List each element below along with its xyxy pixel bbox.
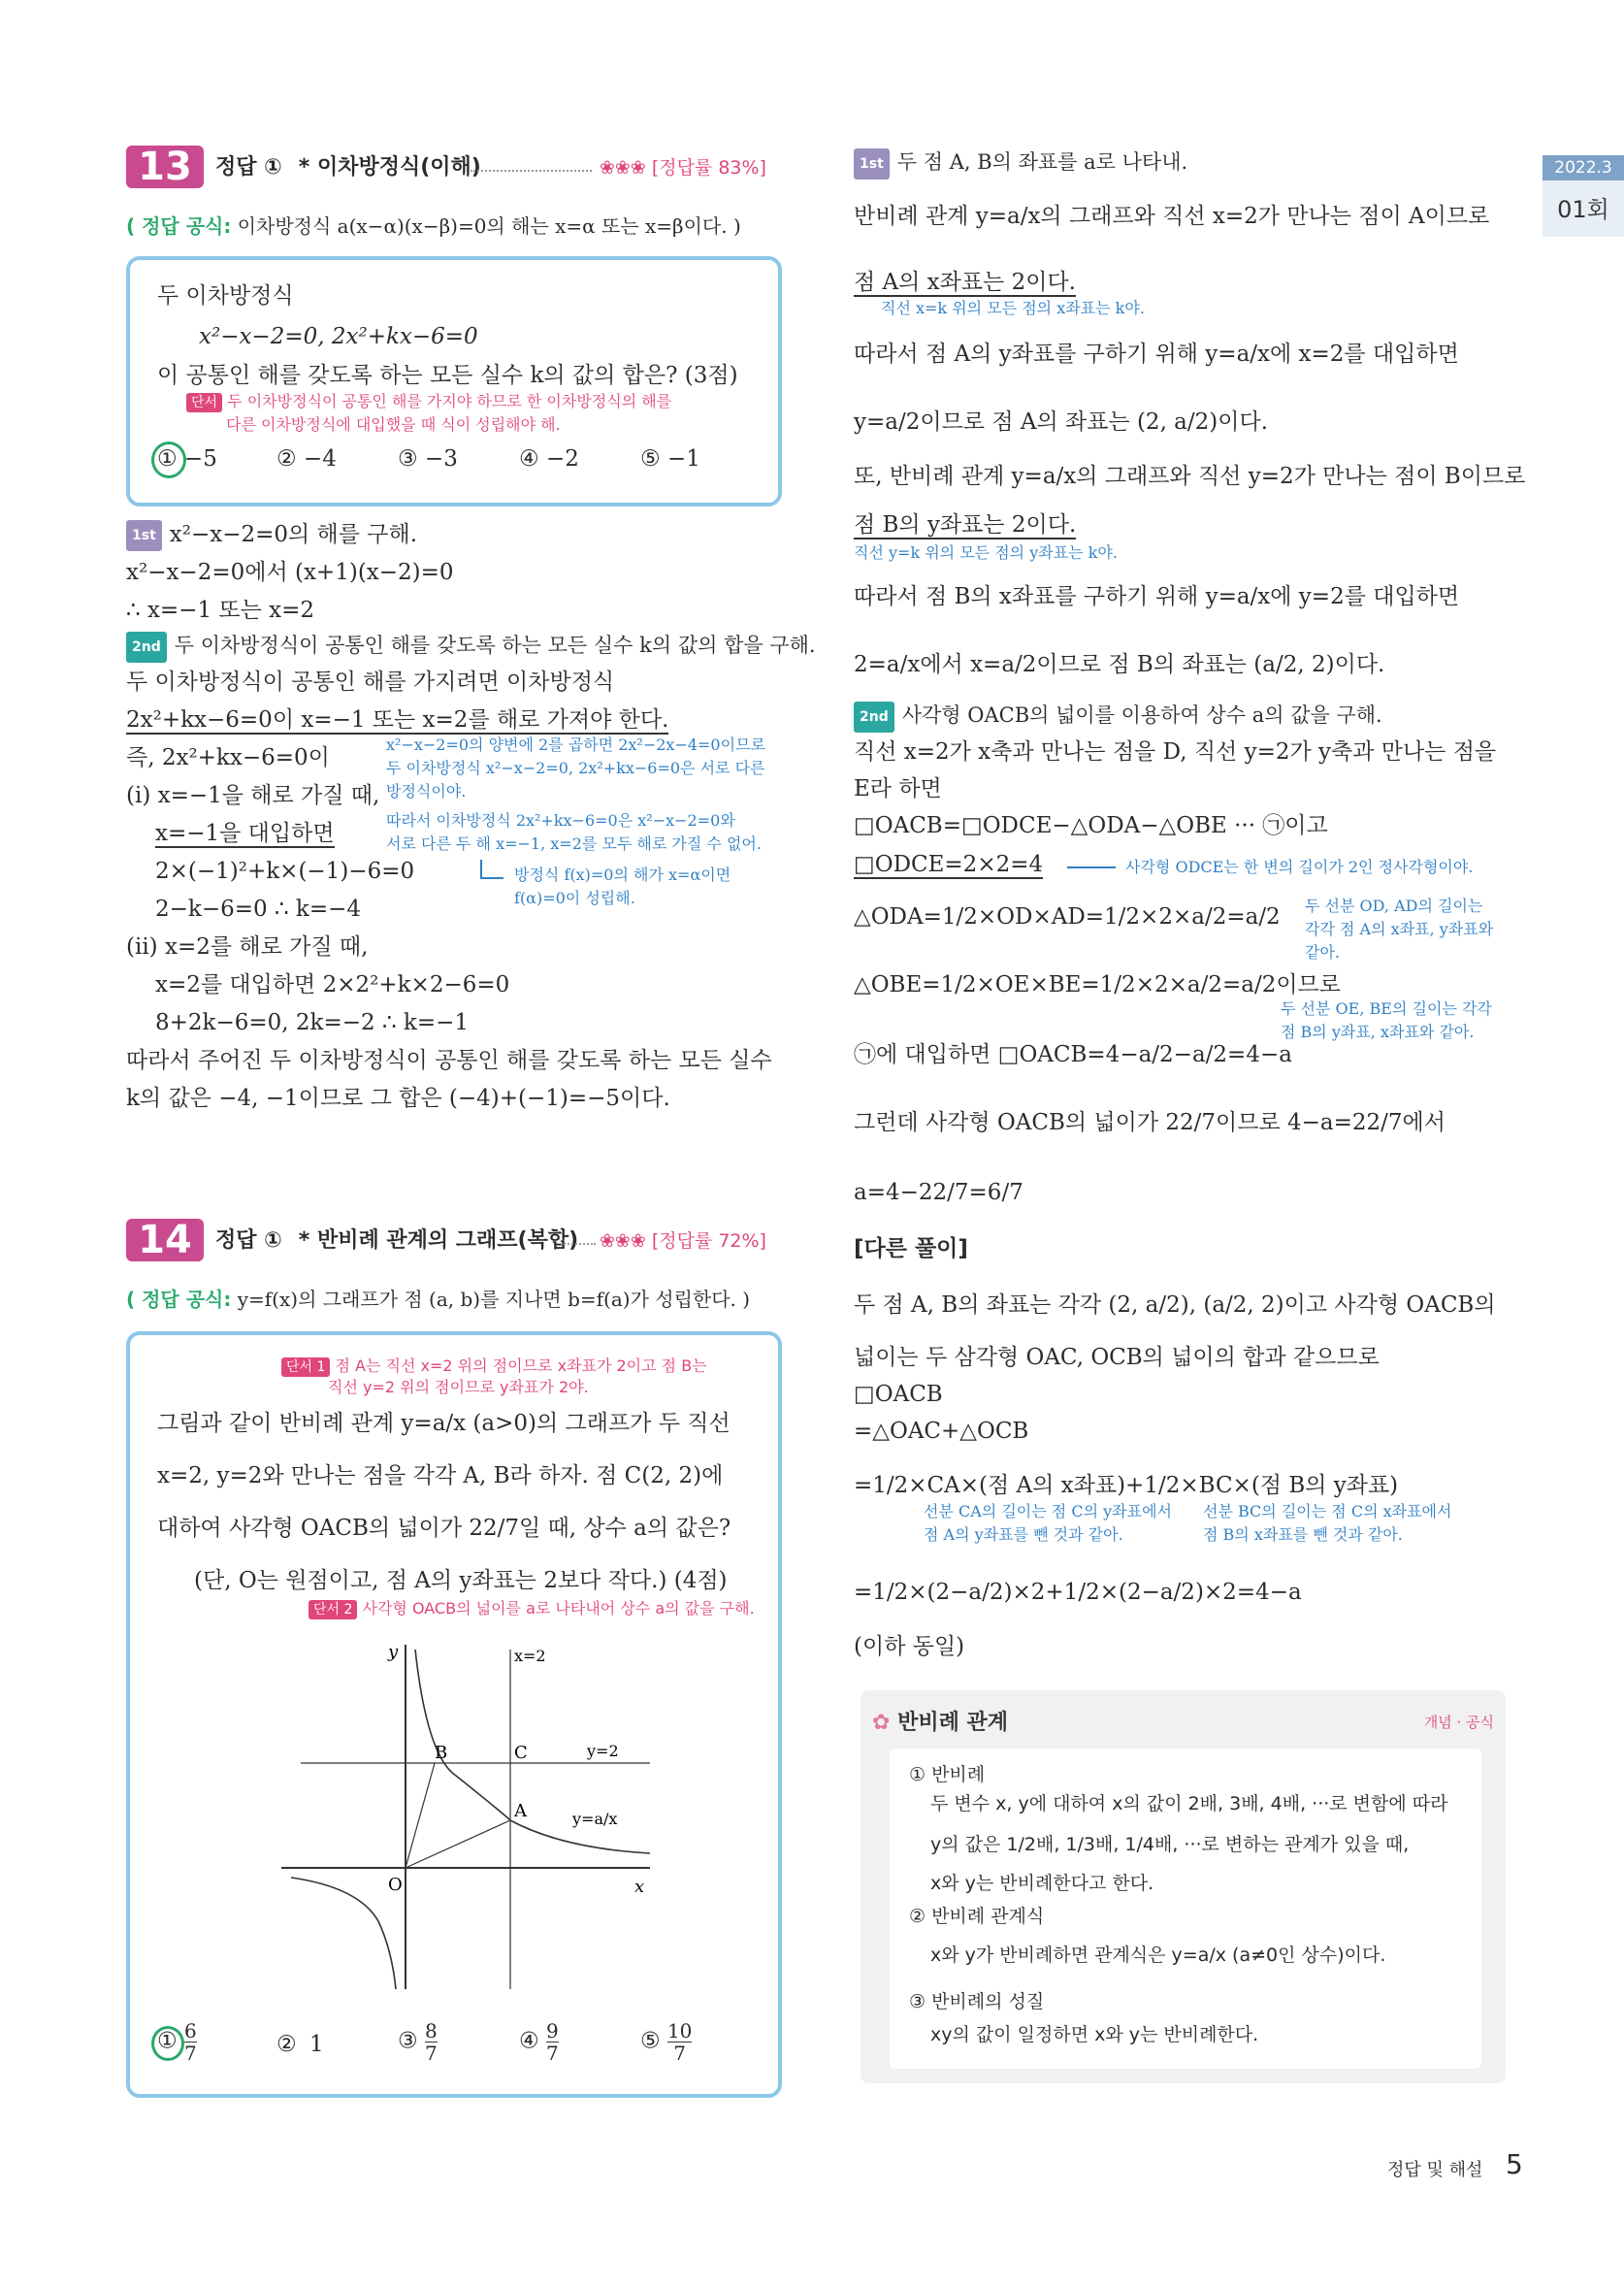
side-tab-round: 01회 bbox=[1557, 196, 1609, 223]
q13-sol-l10: (ii) x=2를 해로 가질 때, bbox=[126, 934, 369, 960]
r-line12 bbox=[854, 850, 1043, 879]
q13-note1b: 두 이차방정식 x²−x−2=0, 2x²+kx−6=0은 서로 다른 bbox=[386, 759, 765, 777]
q13-hint1: 두 이차방정식이 공통인 해를 가지야 하므로 한 이차방정식의 해를 bbox=[227, 392, 672, 410]
r-step2-tag: 2nd bbox=[854, 702, 894, 733]
q14-choice-1 bbox=[157, 2020, 197, 2064]
q13-sol-l13: 따라서 주어진 두 이차방정식이 공통인 해를 갖도록 하는 모든 실수 bbox=[126, 1048, 772, 1073]
q13-note1c: 방정식이야. bbox=[386, 782, 467, 801]
q13-step2-tag: 2nd bbox=[126, 632, 167, 663]
r-line1: 반비례 관계 y=a/x의 그래프와 직선 x=2가 만나는 점이 A이므로 bbox=[854, 204, 1490, 229]
q14-choice-2-num: 1 bbox=[309, 2032, 324, 2057]
q13-sol-l12: 8+2k−6=0, 2k=−2 ∴ k=−1 bbox=[155, 1010, 470, 1035]
r-line2-note: 직선 x=k 위의 모든 점의 x좌표는 k야. bbox=[881, 299, 1145, 317]
r-line21: =△OAC+△OCB bbox=[854, 1419, 1029, 1444]
concept-c3: y의 값은 1/2배, 1/3배, 1/4배, ···로 변하는 관계가 있을 때, bbox=[930, 1834, 1410, 1855]
r-line20: □OACB bbox=[854, 1382, 943, 1407]
r-alt-title: [다른 풀이] bbox=[854, 1236, 968, 1261]
q13-number: 13 bbox=[126, 146, 204, 188]
q13-step1 bbox=[126, 520, 417, 551]
q13-rate-text: [정답률 83%] bbox=[651, 157, 766, 179]
q13-sol-l11: x=2를 대입하면 2×2²+k×2−6=0 bbox=[155, 972, 510, 997]
concept-header bbox=[872, 1706, 1008, 1736]
r-line22-note2: 점 A의 y좌표를 뺀 것과 같아. bbox=[924, 1525, 1123, 1544]
q14-choice-4-mark: ④ bbox=[519, 2028, 539, 2054]
q14-hint1-tag: 단서 1 bbox=[281, 1357, 330, 1377]
q13-step2 bbox=[126, 631, 816, 663]
q13-problem-line3: 이 공통인 해를 갖도록 하는 모든 실수 k의 값의 합은? (3점) bbox=[157, 363, 738, 388]
q14-rate-text: [정답률 72%] bbox=[651, 1230, 766, 1252]
r-line9: 직선 x=2가 x축과 만나는 점을 D, 직선 y=2가 y축과 만나는 점을 bbox=[854, 739, 1497, 765]
concept-c7: ③ 반비례의 성질 bbox=[909, 1991, 1045, 2012]
graph-b-label: B bbox=[435, 1743, 448, 1763]
q13-hint-tag: 단서 bbox=[186, 393, 222, 412]
r-step2 bbox=[854, 701, 1382, 733]
r-line10: E라 하면 bbox=[854, 776, 942, 801]
q14-choice-2-mark: ② bbox=[276, 2032, 297, 2057]
q13-rate: ❀❀❀ [정답률 83%] bbox=[600, 157, 766, 179]
q14-line2: x=2, y=2와 만나는 점을 각각 A, B라 하자. 점 C(2, 2)에 bbox=[157, 1463, 724, 1488]
q14-line1: 그림과 같이 반비례 관계 y=a/x (a>0)의 그래프가 두 직선 bbox=[157, 1411, 731, 1436]
r-step1 bbox=[854, 147, 1187, 180]
graph-c-label: C bbox=[514, 1743, 528, 1763]
q13-choice-2: ② −4 bbox=[276, 446, 337, 472]
graph-curve-label: y=a/x bbox=[572, 1810, 618, 1828]
q13-header bbox=[215, 153, 481, 182]
r-line23: =1/2×(2−a/2)×2+1/2×(2−a/2)×2=4−a bbox=[854, 1580, 1302, 1605]
r-line12-note: 사각형 ODCE는 한 변의 길이가 2인 정사각형이야. bbox=[1125, 858, 1474, 876]
r-line13-note3: 같아. bbox=[1305, 943, 1340, 962]
q13-problem-line1: 두 이차방정식 bbox=[157, 283, 294, 309]
q14-header bbox=[215, 1226, 578, 1256]
concept-title: 반비례 관계 bbox=[897, 1711, 1009, 1735]
graph-a-label: A bbox=[514, 1801, 527, 1821]
r-line24: (이하 동일) bbox=[854, 1634, 965, 1659]
graph-y-label: y bbox=[388, 1642, 399, 1662]
q13-sol-l1: x²−x−2=0에서 (x+1)(x−2)=0 bbox=[126, 560, 454, 585]
q14-choice-3-mark: ③ bbox=[398, 2028, 418, 2054]
r-line17: a=4−22/7=6/7 bbox=[854, 1180, 1023, 1205]
r-line4: y=a/2이므로 점 A의 좌표는 (2, a/2)이다. bbox=[854, 409, 1269, 435]
q13-sol-l7 bbox=[155, 819, 335, 848]
q14-hint1a: 점 A는 직선 x=2 위의 점이므로 x좌표가 2이고 점 B는 bbox=[335, 1356, 707, 1375]
q14-choice-5-mark: ⑤ bbox=[640, 2028, 661, 2054]
concept-box bbox=[861, 1690, 1506, 2083]
q14-topic: * 반비례 관계의 그래프(복합) bbox=[298, 1228, 579, 1253]
side-tab bbox=[1543, 155, 1624, 237]
r-line2-text: 점 A의 x좌표는 2이다. bbox=[854, 270, 1076, 295]
q14-hint2 bbox=[309, 1599, 755, 1619]
q13-note3-arrow bbox=[480, 860, 503, 879]
concept-c2: 두 변수 x, y에 대하여 x의 값이 2배, 3배, 4배, ···로 변함에 따라 bbox=[930, 1793, 1448, 1814]
r-line22: =1/2×CA×(점 A의 x좌표)+1/2×BC×(점 B의 y좌표) bbox=[854, 1473, 1399, 1498]
graph-seg-oa bbox=[406, 1820, 510, 1868]
q13-sol-l5: 즉, 2x²+kx−6=0이 bbox=[126, 745, 330, 770]
q13-hint bbox=[186, 392, 671, 412]
q13-leader bbox=[471, 170, 592, 172]
r-step1-text: 두 점 A, B의 좌표를 a로 나타내. bbox=[896, 150, 1188, 174]
q14-rate: ❀❀❀ [정답률 72%] bbox=[600, 1230, 766, 1252]
q13-sol-l9: 2−k−6=0 ∴ k=−4 bbox=[155, 897, 362, 922]
r-line13-note1: 두 선분 OD, AD의 길이는 bbox=[1305, 897, 1483, 915]
side-tab-year: 2022.3 bbox=[1543, 155, 1624, 180]
concept-flower-icon: ✿ bbox=[872, 1711, 891, 1735]
r-line12-arrow bbox=[1067, 866, 1116, 868]
footer-page: 5 bbox=[1506, 2148, 1523, 2180]
q14-hint1b: 직선 y=2 위의 점이므로 y좌표가 2야. bbox=[328, 1378, 589, 1396]
q13-hint2: 다른 이차방정식에 대입했을 때 식이 성립해야 해. bbox=[226, 415, 561, 434]
r-step1-tag: 1st bbox=[854, 148, 890, 180]
q14-choice-1-den: 7 bbox=[183, 2042, 197, 2065]
q13-choice-4: ④ −2 bbox=[519, 446, 579, 472]
q13-answer: 정답 ① bbox=[215, 155, 282, 180]
r-line18: 두 점 A, B의 좌표는 각각 (2, a/2), (a/2, 2)이고 사각형 OACB의 bbox=[854, 1292, 1496, 1318]
q14-line4: (단, O는 원점이고, 점 A의 y좌표는 2보다 작다.) (4점) bbox=[194, 1568, 728, 1593]
concept-c8: xy의 값이 일정하면 x와 y는 반비례한다. bbox=[930, 2024, 1259, 2045]
q13-formula-text: 이차방정식 a(x−α)(x−β)=0의 해는 x=α 또는 x=β이다. ) bbox=[237, 214, 741, 238]
q13-sol-l14: k의 값은 −4, −1이므로 그 합은 (−4)+(−1)=−5이다. bbox=[126, 1086, 670, 1111]
q14-choice-5-den: 7 bbox=[673, 2042, 687, 2065]
concept-c6: x와 y가 반비례하면 관계식은 y=a/x (a≠0인 상수)이다. bbox=[930, 1945, 1386, 1966]
q14-choice-1-mark: ① bbox=[157, 2028, 178, 2054]
q13-problem-line2: x²−x−2=0, 2x²+kx−6=0 bbox=[199, 324, 478, 349]
r-line13-note2: 각각 점 A의 x좌표, y좌표와 bbox=[1305, 920, 1494, 938]
footer-label: 정답 및 해설 bbox=[1387, 2160, 1483, 2180]
q13-formula-prefix: ( 정답 공식: bbox=[126, 214, 232, 238]
q14-number: 14 bbox=[126, 1219, 204, 1261]
q14-formula bbox=[126, 1285, 750, 1314]
r-line14-note2: 점 B의 y좌표, x좌표와 같아. bbox=[1281, 1023, 1475, 1041]
q13-choice-5: ⑤ −1 bbox=[640, 446, 700, 472]
q13-sol-l6: (i) x=−1을 해로 가질 때, bbox=[126, 783, 380, 808]
q14-leader bbox=[561, 1243, 596, 1245]
concept-c1: ① 반비례 bbox=[909, 1764, 986, 1785]
q14-choice-2 bbox=[276, 2032, 324, 2057]
q13-topic: * 이차방정식(이해) bbox=[298, 155, 481, 180]
r-line19: 넓이는 두 삼각형 OAC, OCB의 넓이의 합과 같으므로 bbox=[854, 1345, 1380, 1370]
q13-step2-text: 두 이차방정식이 공통인 해를 갖도록 하는 모든 실수 k의 값의 합을 구해. bbox=[174, 634, 816, 657]
r-line6-note: 직선 y=k 위의 모든 점의 y좌표는 k야. bbox=[854, 543, 1118, 562]
q13-step1-text: x²−x−2=0의 해를 구해. bbox=[169, 522, 418, 547]
q13-note3b: f(α)=0이 성립해. bbox=[514, 889, 635, 907]
q14-hint1 bbox=[281, 1356, 707, 1377]
r-line2 bbox=[854, 268, 1076, 297]
concept-c4: x와 y는 반비례한다고 한다. bbox=[930, 1873, 1154, 1894]
r-line6 bbox=[854, 510, 1076, 539]
q13-choice-3: ③ −3 bbox=[398, 446, 458, 472]
r-line22-note1: 선분 CA의 길이는 점 C의 y좌표에서 bbox=[924, 1502, 1172, 1520]
r-line3: 따라서 점 A의 y좌표를 구하기 위해 y=a/x에 x=2를 대입하면 bbox=[854, 342, 1459, 367]
q14-choice-3-den: 7 bbox=[424, 2042, 438, 2065]
r-line14-note1: 두 선분 OE, BE의 길이는 각각 bbox=[1281, 999, 1492, 1018]
r-line6-text: 점 B의 y좌표는 2이다. bbox=[854, 512, 1077, 538]
q13-note1a: x²−x−2=0의 양변에 2를 곱하면 2x²−2x−4=0이므로 bbox=[386, 735, 765, 754]
r-line5: 또, 반비례 관계 y=a/x의 그래프와 직선 y=2가 만나는 점이 B이므로 bbox=[854, 464, 1526, 489]
q14-choice-5 bbox=[640, 2020, 692, 2064]
r-step2-text: 사각형 OACB의 넓이를 이용하여 상수 a의 값을 구해. bbox=[901, 703, 1382, 727]
q14-choice-3-num: 8 bbox=[424, 2019, 438, 2043]
q14-formula-prefix: ( 정답 공식: bbox=[126, 1288, 232, 1311]
q13-note2b: 서로 다른 두 해 x=−1, x=2를 모두 해로 가질 수 없어. bbox=[386, 834, 762, 853]
q13-sol-l2: ∴ x=−1 또는 x=2 bbox=[126, 598, 315, 623]
r-line11: □OACB=□ODCE−△ODA−△OBE ··· ㉠이고 bbox=[854, 813, 1328, 838]
r-line12-text: □ODCE=2×2=4 bbox=[854, 852, 1044, 877]
r-line16: 그런데 사각형 OACB의 넓이가 22/7이므로 4−a=22/7에서 bbox=[854, 1110, 1445, 1135]
r-line13: △ODA=1/2×OD×AD=1/2×2×a/2=a/2 bbox=[854, 904, 1281, 930]
q13-note2a: 따라서 이차방정식 2x²+kx−6=0은 x²−x−2=0와 bbox=[386, 811, 735, 830]
graph-curve-q3 bbox=[291, 1878, 396, 1989]
q13-sol-l7-text: x=−1을 대입하면 bbox=[155, 821, 335, 846]
q13-step1-tag: 1st bbox=[126, 520, 162, 551]
graph-line-y-label: y=2 bbox=[587, 1742, 619, 1760]
q13-formula bbox=[126, 212, 741, 241]
q13-sol-l3: 두 이차방정식이 공통인 해를 가지려면 이차방정식 bbox=[126, 670, 615, 695]
q14-formula-text: y=f(x)의 그래프가 점 (a, b)를 지나면 b=f(a)가 성립한다. ) bbox=[237, 1288, 751, 1311]
q14-answer: 정답 ① bbox=[215, 1228, 282, 1253]
q13-sol-l4-text: 2x²+kx−6=0이 x=−1 또는 x=2를 해로 가져야 한다. bbox=[126, 707, 669, 733]
q14-hint2-text: 사각형 OACB의 넓이를 a로 나타내어 상수 a의 값을 구해. bbox=[362, 1599, 755, 1618]
concept-badge: 개념 · 공식 bbox=[1423, 1714, 1494, 1731]
concept-c5: ② 반비례 관계식 bbox=[909, 1906, 1045, 1927]
r-line7: 따라서 점 B의 x좌표를 구하기 위해 y=a/x에 y=2를 대입하면 bbox=[854, 584, 1460, 609]
q13-note3a: 방정식 f(x)=0의 해가 x=α이면 bbox=[514, 866, 731, 884]
q14-choice-4 bbox=[519, 2020, 559, 2064]
graph-seg-ob bbox=[406, 1763, 435, 1868]
q14-choice-5-num: 10 bbox=[666, 2019, 693, 2043]
q14-hint2-tag: 단서 2 bbox=[309, 1600, 357, 1619]
r-line22-note3: 선분 BC의 길이는 점 C의 x좌표에서 bbox=[1203, 1502, 1452, 1520]
q13-choice-1: ① −5 bbox=[157, 446, 217, 472]
graph-o-label: O bbox=[388, 1875, 403, 1895]
q14-choice-4-num: 9 bbox=[545, 2019, 559, 2043]
q14-choice-1-num: 6 bbox=[183, 2019, 197, 2043]
graph-line-x-label: x=2 bbox=[514, 1647, 546, 1665]
q14-graph bbox=[272, 1640, 660, 1999]
r-line15: ㉠에 대입하면 □OACB=4−a/2−a/2=4−a bbox=[854, 1042, 1292, 1067]
r-line8: 2=a/x에서 x=a/2이므로 점 B의 좌표는 (a/2, 2)이다. bbox=[854, 652, 1385, 677]
q14-choice-4-den: 7 bbox=[545, 2042, 559, 2065]
concept-body bbox=[890, 1749, 1481, 2069]
r-line22-note4: 점 B의 x좌표를 뺀 것과 같아. bbox=[1203, 1525, 1403, 1544]
q13-sol-l8: 2×(−1)²+k×(−1)−6=0 bbox=[155, 859, 415, 884]
q14-choice-3 bbox=[398, 2020, 438, 2064]
r-line14: △OBE=1/2×OE×BE=1/2×2×a/2=a/2이므로 bbox=[854, 972, 1341, 997]
q14-line3: 대하여 사각형 OACB의 넓이가 22/7일 때, 상수 a의 값은? bbox=[157, 1516, 731, 1541]
q13-sol-l4 bbox=[126, 705, 668, 735]
graph-x-label: x bbox=[634, 1877, 645, 1897]
